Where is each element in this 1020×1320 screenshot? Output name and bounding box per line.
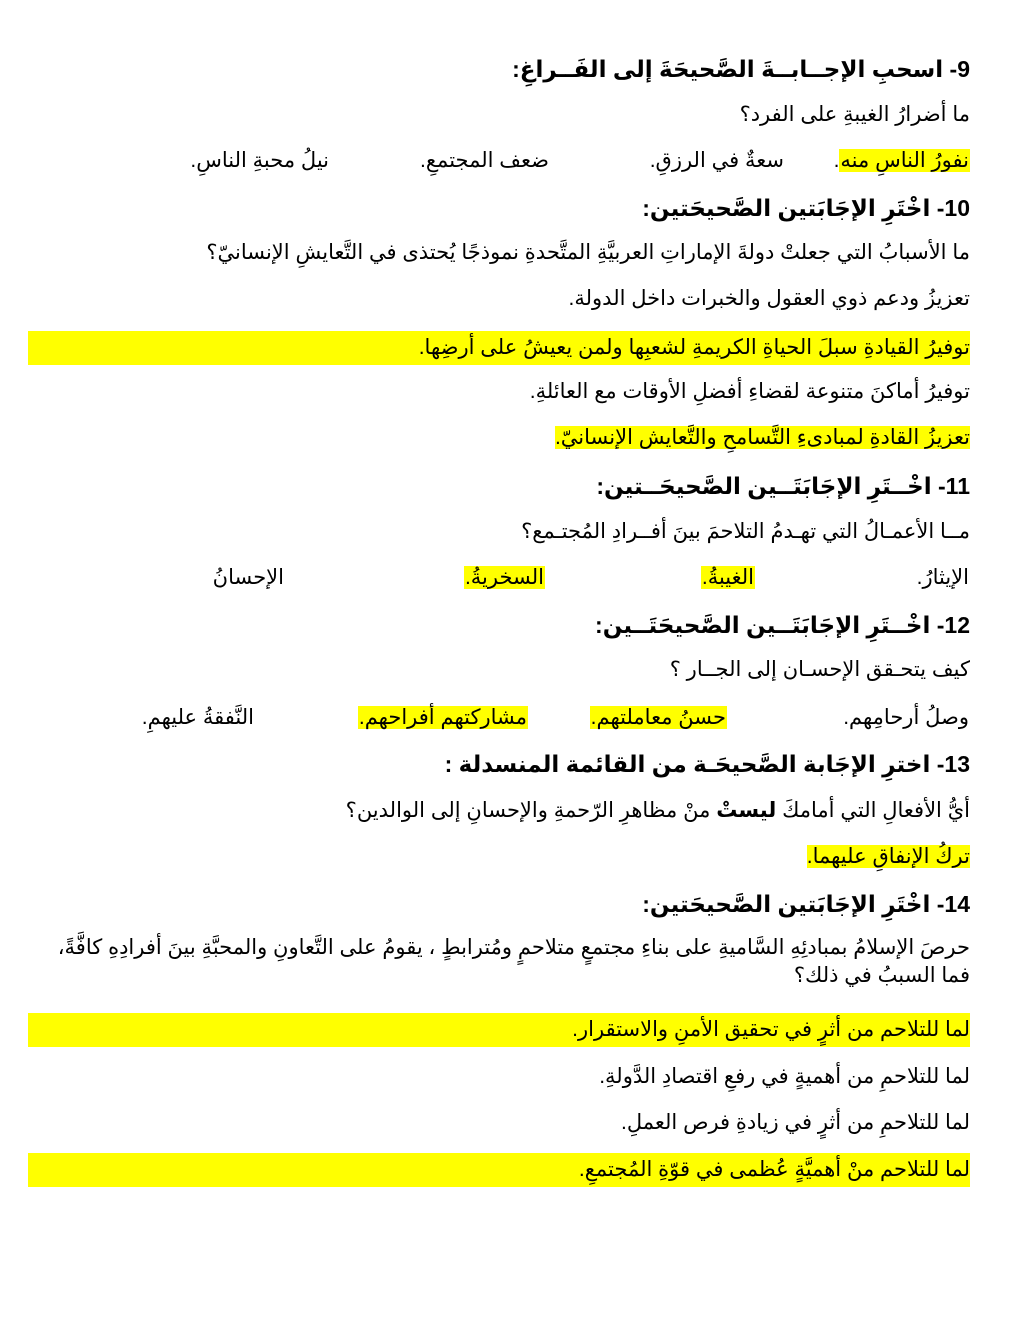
q9-option-1-dot: . (833, 149, 840, 172)
q12-option-2[interactable] (590, 703, 727, 733)
q9-option-3-label: ضعف المجتمعِ. (420, 149, 549, 172)
q12-option-3[interactable] (358, 703, 528, 733)
q9-option-2-label: سعةٌ في الرزقِ. (649, 149, 784, 172)
q11-option-1-label: الإيثارُ. (916, 566, 969, 589)
q14-answer-4[interactable]: لما للتلاحم منْ أهميَّةٍ عُظمى في قوّةِ المُجتمعِ. (28, 1153, 970, 1187)
question-14-text: حرصَ الإسلامُ بمبادئِهِ السَّاميةِ على بناءِ مجتمعٍ متلاحمٍ ومُترابطٍ ، يقومُ على التَّعاونِ والمحبَّةِ بينَ أفرادِهِ كافَّةً، فما السببُ في ذلك؟ (57, 936, 970, 987)
q12-option-1-label: وصلُ أرحامِهم. (843, 706, 969, 729)
q13-text-before: أيُّ الأفعالِ التي أمامكَ (776, 799, 970, 822)
q12-option-3-label: مشاركتهم أفراحهم. (358, 706, 527, 729)
q13-answer-label: تركُ الإنفاقِ عليهما. (806, 845, 970, 868)
q11-option-2[interactable] (701, 563, 755, 593)
q11-option-4-label: الإحسانُ (212, 566, 284, 589)
question-10-text: ما الأسبابُ التي جعلتْ دولةَ الإماراتِ العربيَّةِ المتَّحدةِ نموذجًا يُحتذى في التَّعايشِ الإنسانيّ؟ (206, 241, 970, 264)
question-11-text: مــا الأعمـالُ التي تهـدمُ التلاحمَ بينَ أفــرادِ المُجتـمع؟ (521, 520, 970, 543)
question-9-text: ما أضرارُ الغيبةِ على الفرد؟ (739, 103, 970, 126)
q13-text-after: منْ مظاهرِ الرّحمةِ والإحسانِ إلى الوالدين؟ (345, 799, 717, 822)
question-12-heading: 12- اخْــتَرِ الإجَابَتَــين الصَّحيحَتَــين: (595, 612, 970, 638)
q9-option-3[interactable] (419, 146, 550, 176)
q10-answer-2[interactable]: توفيرُ القيادةِ سبلَ الحياةِ الكريمةِ لشعبِها ولمن يعيشُ على أرضِها. (28, 331, 970, 365)
q10-answer-4[interactable] (555, 423, 970, 453)
q13-dropdown-answer[interactable] (807, 842, 970, 872)
q11-option-1[interactable] (916, 563, 970, 593)
question-12-text: كيف يتحـقق الإحسـان إلى الجــار ؟ (669, 658, 970, 681)
q12-option-4-label: النَّفقةُ عليهمِ. (141, 706, 254, 729)
q13-text-bold: ليستْ (716, 799, 777, 822)
q9-option-4[interactable] (189, 146, 330, 176)
q10-answer-4-label: تعزيزُ القادةِ لمبادىءِ التَّسامحِ والتَّعايش الإنسانيّ. (554, 426, 970, 449)
q11-option-4[interactable] (212, 563, 285, 593)
q9-option-2[interactable] (649, 146, 785, 176)
q11-option-2-label: الغيبةُ. (701, 566, 754, 589)
q10-answer-3[interactable]: توفيرُ أماكنَ متنوعة لقضاءِ أفضلِ الأوقات مع العائلةِ. (529, 380, 970, 403)
q12-option-2-label: حسنُ معاملتهم. (590, 706, 726, 729)
q9-option-1-label: نفورُ الناسِ منه (840, 149, 969, 172)
q12-option-1[interactable] (842, 703, 970, 733)
q12-option-4[interactable] (141, 703, 255, 733)
question-11-heading: 11- اخْــتَرِ الإجَابَتَــين الصَّحيحَــتين: (596, 473, 970, 499)
question-13-heading: 13- اخترِ الإجَابة الصَّحيحَـة من القائمة المنسدلة : (444, 751, 970, 777)
q11-option-3-label: السخريةُ. (464, 566, 544, 589)
question-9-heading: 9- اسحبِ الإجــابــةَ الصَّحيحَةَ إلى الفَــراغِ: (512, 56, 970, 82)
question-10-heading: 10- اخْتَرِ الإجَابَتين الصَّحيحَتين: (642, 195, 970, 221)
question-13-text (346, 796, 970, 826)
q9-option-4-label: نيلُ محبةِ الناسِ. (190, 149, 329, 172)
q11-option-3[interactable] (464, 563, 545, 593)
q14-answer-2[interactable]: لما للتلاحمِ من أهميةٍ في رفعِ اقتصادِ الدَّولةِ. (599, 1065, 970, 1088)
q10-answer-1[interactable]: تعزيزُ ودعم ذوي العقول والخبرات داخل الدولة. (568, 287, 970, 310)
question-14-heading: 14- اخْتَرِ الإجَابَتين الصَّحيحَتين: (642, 891, 970, 917)
q9-option-1[interactable] (834, 146, 970, 176)
q14-answer-1[interactable]: لما للتلاحم من أثرٍ في تحقيق الأمنِ والاستقرار. (28, 1013, 970, 1047)
q14-answer-3[interactable]: لما للتلاحمِ من أثرٍ في زيادةِ فرص العملِ. (621, 1111, 970, 1134)
